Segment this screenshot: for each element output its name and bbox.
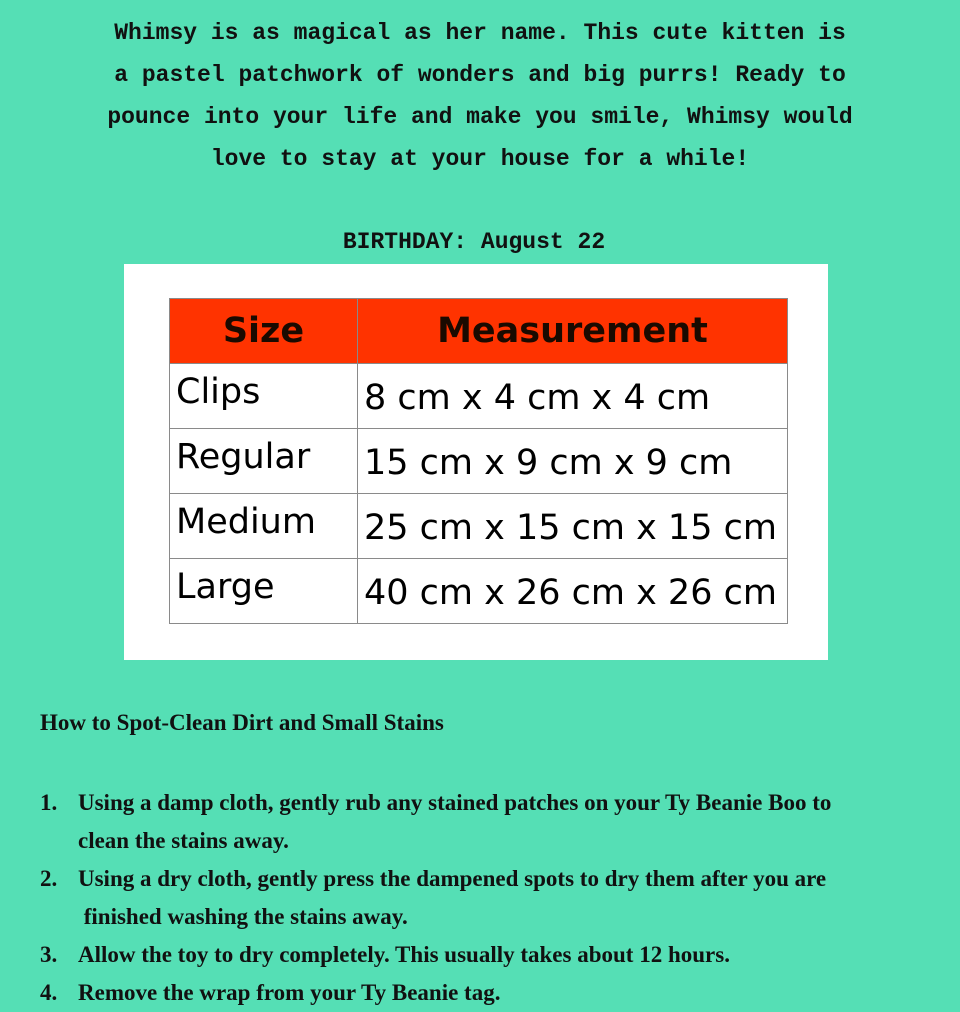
size-cell: Medium bbox=[170, 494, 358, 559]
measurement-cell: 40 cm x 26 cm x 26 cm bbox=[358, 559, 788, 624]
list-item bbox=[40, 974, 930, 1012]
care-instructions-title: How to Spot-Clean Dirt and Small Stains bbox=[40, 710, 444, 735]
table-row bbox=[170, 494, 788, 559]
step-number: 2. bbox=[40, 866, 58, 891]
intro-line: a pastel patchwork of wonders and big purrs! Ready to bbox=[114, 62, 846, 88]
step-text-line: finished washing the stains away. bbox=[78, 904, 408, 929]
care-steps-list bbox=[40, 784, 930, 1012]
intro-text bbox=[0, 12, 960, 180]
size-column-header: Size bbox=[170, 299, 358, 364]
measurement-cell: 25 cm x 15 cm x 15 cm bbox=[358, 494, 788, 559]
measurement-cell: 8 cm x 4 cm x 4 cm bbox=[358, 364, 788, 429]
step-text-line: Remove the wrap from your Ty Beanie tag. bbox=[78, 980, 501, 1005]
size-cell: Clips bbox=[170, 364, 358, 429]
intro-line: love to stay at your house for a while! bbox=[210, 146, 750, 172]
measurement-column-header: Measurement bbox=[358, 299, 788, 364]
size-table bbox=[169, 298, 788, 624]
table-row bbox=[170, 364, 788, 429]
step-text-line: Using a damp cloth, gently rub any stained patches on your Ty Beanie Boo to bbox=[78, 790, 832, 815]
table-row bbox=[170, 429, 788, 494]
list-item bbox=[40, 936, 930, 974]
step-text-line: Allow the toy to dry completely. This usually takes about 12 hours. bbox=[78, 942, 730, 967]
step-number: 4. bbox=[40, 980, 58, 1005]
list-item bbox=[40, 860, 930, 936]
size-chart-card bbox=[124, 264, 828, 660]
measurement-cell: 15 cm x 9 cm x 9 cm bbox=[358, 429, 788, 494]
step-number: 1. bbox=[40, 790, 58, 815]
table-row bbox=[170, 559, 788, 624]
intro-line: Whimsy is as magical as her name. This cute kitten is bbox=[114, 20, 846, 46]
intro-line: pounce into your life and make you smile, Whimsy would bbox=[107, 104, 853, 130]
step-number: 3. bbox=[40, 942, 58, 967]
birthday-text: BIRTHDAY: August 22 bbox=[342, 229, 606, 255]
step-text-line: Using a dry cloth, gently press the dampened spots to dry them after you are bbox=[78, 866, 827, 891]
list-item bbox=[40, 784, 930, 860]
table-header-row bbox=[170, 299, 788, 364]
size-cell: Large bbox=[170, 559, 358, 624]
size-cell: Regular bbox=[170, 429, 358, 494]
step-text-line: clean the stains away. bbox=[78, 828, 289, 853]
